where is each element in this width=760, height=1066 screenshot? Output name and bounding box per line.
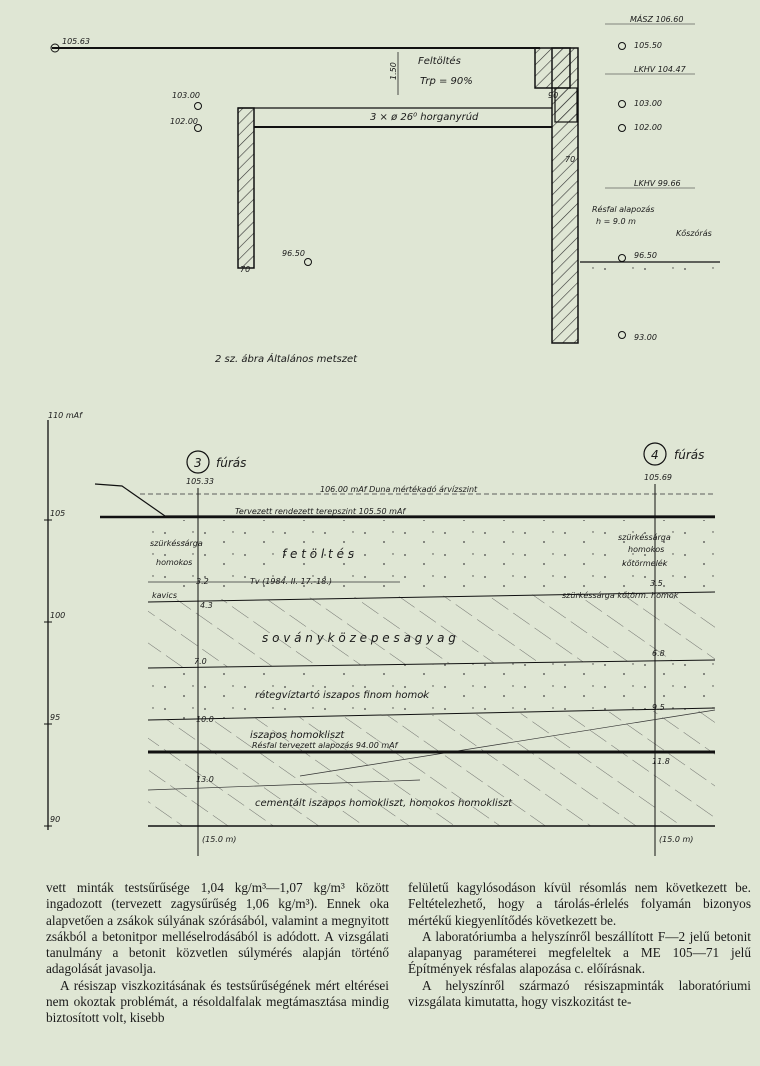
svg-text:3: 3 (194, 456, 202, 470)
svg-text:6.8: 6.8 (652, 649, 665, 658)
flour-label: iszapos homokliszt (250, 730, 345, 741)
bore3-title: fúrás (216, 456, 247, 470)
level-105-63: 105.63 (62, 37, 90, 46)
svg-text:13.0: 13.0 (196, 775, 214, 784)
cement-label: cementált iszapos homokliszt, homokos homokliszt (255, 798, 513, 809)
figure-2-profile (44, 411, 715, 856)
svg-text:102.00: 102.00 (170, 117, 198, 126)
svg-text:(15.0 m): (15.0 m) (659, 835, 694, 844)
anchor-wall-left (238, 108, 254, 268)
svg-text:kavics: kavics (152, 591, 178, 600)
clay-label: s o v á n y k ö z e p e s a g y a g (262, 631, 456, 645)
terrain-label: Tervezett rendezett terepszint 105.50 mAf (235, 507, 406, 516)
svg-text:kőtörmelék: kőtörmelék (622, 559, 668, 568)
cap-beam (535, 48, 570, 88)
fill-words: f e t ö l t é s (282, 547, 355, 561)
svg-text:h = 9.0 m: h = 9.0 m (596, 217, 636, 226)
svg-text:103.00: 103.00 (634, 99, 662, 108)
svg-text:9.5: 9.5 (652, 703, 665, 712)
paragraph: A résiszap viszkozitásának és testsűrűségének mért eltérései nem okoztak problémát, a résoldalfalak megtámasztása mindig biztosított volt, kisebb (46, 977, 389, 1026)
bore4-title: fúrás (674, 448, 705, 462)
svg-text:105.33: 105.33 (186, 477, 214, 486)
silt-label: rétegvíztartó iszapos finom homok (255, 690, 430, 701)
svg-text:11.8: 11.8 (652, 757, 670, 766)
svg-text:103.00: 103.00 (172, 91, 200, 100)
flood-label: 106.00 mAf Duna mértékadó árvízszint (320, 485, 478, 494)
anchor-label: 3 × ø 26⁰ horganyrúd (370, 112, 479, 123)
figure-1-caption: 2 sz. ábra Általános metszet (215, 354, 358, 365)
column-right (408, 880, 751, 1027)
paragraph: A laboratóriumba a helyszínről beszállított F—2 jelű betonit alapanyag paraméterei megfeleltek a ME 105—71 jelű Építmények résfalas alapozása c. előírásnak. (408, 928, 751, 977)
paragraph: vett minták testsűrűsége 1,04 kg/m³—1,07 kg/m³ között ingadozott (tervezett zagysűrűség 1,06 kg/m³). Ennek oka alapvetően a zsákok súlyának szórásából, valamint a megnyitott zsákból a betonitpor melléselrodásából is adódott. A vizsgálati tanulmány a betonit közvetlen súlymérés alapján történő adagolását javasolja. (46, 880, 389, 977)
svg-text:90: 90 (50, 815, 61, 824)
svg-text:LKHV 104.47: LKHV 104.47 (634, 65, 686, 74)
svg-text:105.50: 105.50 (634, 41, 662, 50)
figure-1-section (51, 13, 720, 365)
svg-text:1.50: 1.50 (389, 62, 398, 80)
svg-text:homokos: homokos (156, 558, 193, 567)
wall-label: Résfal alapozás (592, 205, 655, 214)
svg-text:LKHV 99.66: LKHV 99.66 (634, 179, 681, 188)
svg-text:(15.0 m): (15.0 m) (202, 835, 237, 844)
svg-text:93.00: 93.00 (634, 333, 657, 342)
svg-text:95: 95 (50, 713, 61, 722)
svg-text:105: 105 (50, 509, 66, 518)
water-label: Tv (1984. II. 17.-18.) (250, 577, 332, 586)
svg-text:szürkéssárga: szürkéssárga (150, 539, 203, 548)
tr-label: Trp = 90% (420, 76, 473, 87)
svg-text:90: 90 (548, 91, 559, 100)
svg-text:10.0: 10.0 (196, 715, 214, 724)
svg-text:3.2: 3.2 (196, 577, 209, 586)
axis-title: 110 mAf (48, 411, 82, 420)
svg-text:Kőszórás: Kőszórás (676, 229, 712, 238)
svg-text:szürkéssárga: szürkéssárga (618, 533, 671, 542)
paragraph: A helyszínről származó résiszapminták laboratóriumi vizsgálata kimutatta, hogy viszkozitást te- (408, 977, 751, 1010)
fill-label: Feltöltés (418, 56, 461, 67)
svg-text:96.50: 96.50 (282, 249, 305, 258)
svg-text:105.69: 105.69 (644, 473, 672, 482)
column-left (46, 880, 389, 1027)
svg-text:70: 70 (565, 155, 576, 164)
svg-text:70: 70 (240, 265, 251, 274)
svg-text:homokos: homokos (628, 545, 665, 554)
svg-text:7.0: 7.0 (194, 657, 207, 666)
svg-text:4: 4 (651, 448, 659, 462)
body-text (46, 880, 751, 1027)
paragraph: felületű kagylósodáson kívül résomlás nem következett be. Feltételezhető, hogy a tárolás-érlelés folyamán bizonyos mértékű kiegyenlítődés következett be. (408, 880, 751, 928)
svg-text:3.5: 3.5 (650, 579, 663, 588)
svg-text:4.3: 4.3 (200, 601, 213, 610)
svg-text:szürkéssárga kőtörm. homok: szürkéssárga kőtörm. homok (562, 591, 679, 600)
svg-text:102.00: 102.00 (634, 123, 662, 132)
svg-text:96.50: 96.50 (634, 251, 657, 260)
base-label: Résfal tervezett alapozás 94.00 mAf (252, 741, 398, 750)
svg-text:MÁSZ 106.60: MÁSZ 106.60 (630, 15, 684, 24)
svg-text:100: 100 (50, 611, 66, 620)
